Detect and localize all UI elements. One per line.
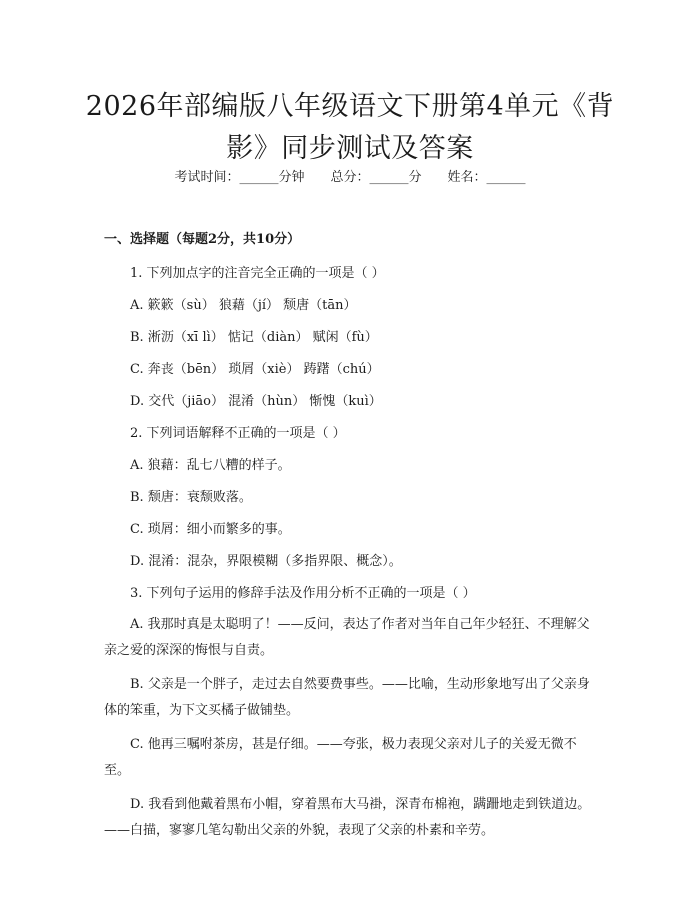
question-2-stem: 2. 下列词语解释不正确的一项是（ ） [130, 426, 346, 441]
question-3-option-c: C. 他再三嘱咐茶房，甚是仔细。——夸张，极力表现父亲对儿子的关爱无微不至。 [104, 737, 577, 778]
question-2-option-d: D. 混淆：混杂，界限模糊（多指界限、概念）。 [130, 554, 402, 569]
student-name: 姓名：______ [447, 170, 526, 185]
title-line-2: 影》同步测试及答案 [226, 133, 474, 164]
question-3-option-b: B. 父亲是一个胖子，走过去自然要费事些。——比喻，生动形象地写出了父亲身体的笨重，为下文买橘子做铺垫。 [104, 677, 590, 718]
question-1-option-a: A. 簌簌（sù） 狼藉（jí） 颓唐（tān） [130, 298, 357, 313]
question-1-option-c: C. 奔丧（bēn） 琐屑（xiè） 踌躇（chú） [130, 362, 380, 377]
question-1-stem: 1. 下列加点字的注音完全正确的一项是（ ） [130, 266, 385, 281]
question-3-option-a: A. 我那时真是太聪明了！——反问，表达了作者对当年自己年少轻狂、不理解父亲之爱的深深的悔恨与自责。 [104, 617, 590, 658]
question-2-option-c: C. 琐屑：细小而繁多的事。 [130, 522, 291, 537]
exam-time: 考试时间：______分钟 [174, 170, 305, 185]
exam-meta [0, 168, 700, 188]
question-2-option-a: A. 狼藉：乱七八糟的样子。 [130, 458, 291, 473]
question-3-stem: 3. 下列句子运用的修辞手法及作用分析不正确的一项是（ ） [130, 586, 476, 601]
question-1-option-d: D. 交代（jiāo） 混淆（hùn） 惭愧（kuì） [130, 394, 382, 409]
exam-score: 总分：______分 [330, 170, 422, 185]
section-heading: 一、选择题（每题2分，共10分） [104, 232, 301, 247]
title-line-1: 2026年部编版八年级语文下册第4单元《背 [85, 91, 615, 122]
question-1-option-b: B. 淅沥（xī lì） 惦记（diàn） 赋闲（fù） [130, 330, 378, 345]
question-2-option-b: B. 颓唐：衰颓败落。 [130, 490, 252, 505]
document-title [70, 86, 630, 170]
question-3-option-d: D. 我看到他戴着黑布小帽，穿着黑布大马褂，深青布棉袍，蹒跚地走到铁道边。——白描，寥寥几笔勾勒出父亲的外貌，表现了父亲的朴素和辛劳。 [104, 797, 591, 838]
